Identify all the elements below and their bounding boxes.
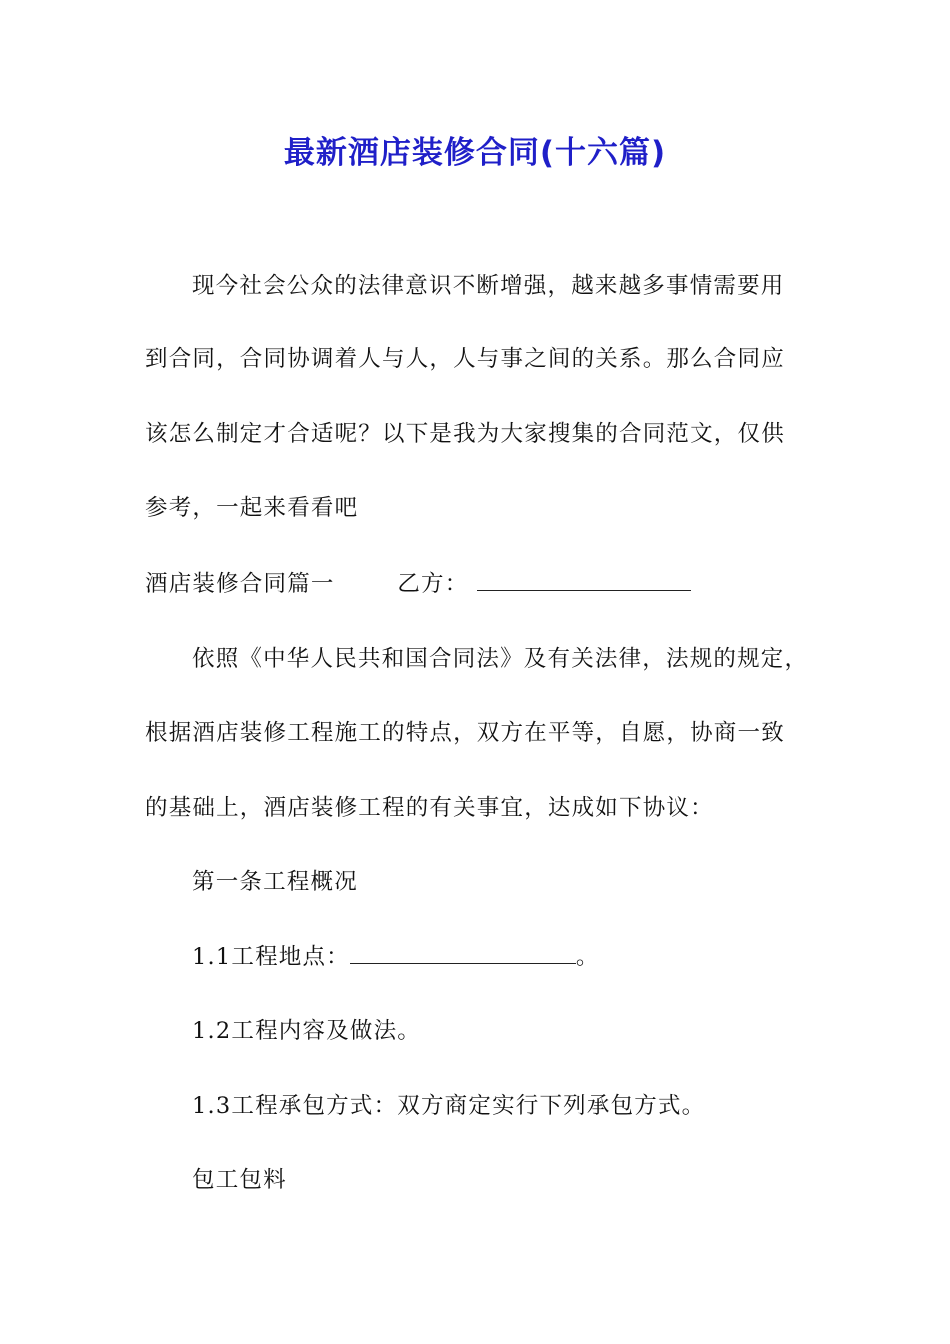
- party-b-blank-line: [477, 564, 691, 591]
- basis-line-3: 的基础上，酒店装修工程的有关事宜，达成如下协议：: [145, 795, 714, 821]
- location-blank-line: [350, 937, 576, 964]
- basis-line-1: 依照《中华人民共和国合同法》及有关法律，法规的规定，: [192, 646, 809, 672]
- party-b-label: 乙方：: [397, 571, 469, 597]
- item-1-1-label: 1.1工程地点：: [192, 944, 350, 970]
- intro-line-3: 该怎么制定才合适呢？以下是我为大家搜集的合同范文，仅供: [145, 421, 785, 447]
- intro-line-2: 到合同，合同协调着人与人，人与事之间的关系。那么合同应: [145, 346, 785, 372]
- basis-line-2: 根据酒店装修工程施工的特点，双方在平等，自愿，协商一致: [145, 720, 785, 746]
- item-1-1-row: [192, 937, 600, 977]
- intro-line-1: 现今社会公众的法律意识不断增强，越来越多事情需要用: [192, 273, 785, 299]
- section-heading-row: [145, 564, 691, 604]
- item-1-1-end: 。: [575, 944, 600, 970]
- document-title: 最新酒店装修合同(十六篇): [283, 135, 667, 171]
- article-1-heading: 第一条工程概况: [192, 869, 358, 895]
- item-1-3: 1.3工程承包方式：双方商定实行下列承包方式。: [192, 1093, 706, 1119]
- option-1: 包工包料: [192, 1167, 287, 1193]
- intro-line-4: 参考，一起来看看吧: [145, 495, 359, 521]
- section-heading: 酒店装修合同篇一: [145, 571, 335, 597]
- item-1-2: 1.2工程内容及做法。: [192, 1018, 421, 1044]
